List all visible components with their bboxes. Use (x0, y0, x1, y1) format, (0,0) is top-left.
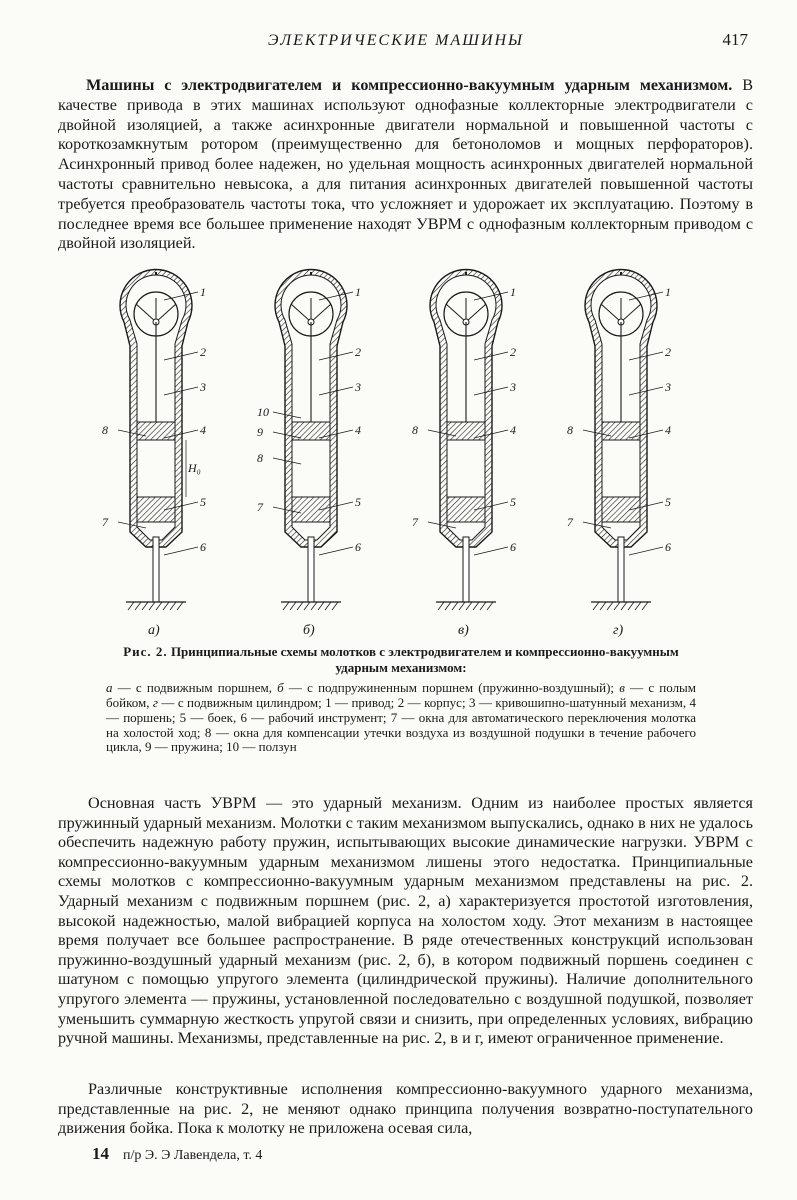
ground-hatch (177, 602, 183, 610)
panel-label: в) (458, 623, 469, 638)
callout-line (629, 547, 663, 555)
caption-variant-text: с подвижным цилиндром; (177, 694, 322, 710)
callout-label: 5 (510, 495, 516, 509)
diagram-panel (412, 270, 516, 638)
ground-hatch (445, 602, 451, 610)
callout-label: 1 (355, 285, 361, 299)
ground-hatch (149, 602, 155, 610)
dimension-label: H₀ (188, 461, 201, 475)
callout-label: 7 (102, 515, 108, 529)
ground-hatch (170, 602, 176, 610)
intro-text: В качестве привода в этих машинах используют однофазные коллекторные электродвигатели с двойной изоляцией, а также асинхронные двигатели нормальной и повышенной частоты с короткозамкнутым ротором (преимущественно для бетоноломов и мощных перфораторов). Асинхронный привод более надежен, но удельная мощность асинхронных двигателей нормальной частоты сравнительно невысока, а для питания асинхронных двигателей повышенной частоты требуется преобразователь частоты тока, что усложняет и удорожает их эксплуатацию. Поэтому в последнее время все большее применение находят УВРМ с однофазным коллекторным приводом с двойной изоляцией. (58, 76, 754, 253)
ground-hatch (459, 602, 465, 610)
ground-hatch (297, 602, 303, 610)
caption-label: Рис. 2. (123, 644, 168, 659)
callout-label: 8 (412, 423, 418, 437)
page-number: 417 (722, 30, 748, 49)
caption-legend: 1 — привод; 2 — корпус; 3 — кривошипно-шатунный механизм, 4 — поршень; 5 — боек, 6 — рабочий инструмент; 7 — окна для автоматического переключения молотка на холостой ход; 8 — окна для компенсации утечки воздуха из воздушной подушки в течение рабочего цикла, 9 — пружина; 10 — ползун (106, 694, 697, 755)
page-header (88, 30, 748, 56)
ground-hatch (487, 602, 493, 610)
callout-label: 2 (200, 345, 206, 359)
callout-label: 2 (665, 345, 671, 359)
ground-hatch (142, 602, 148, 610)
ground-hatch (614, 602, 620, 610)
ground-hatch (466, 602, 472, 610)
callout-label: 6 (200, 540, 206, 554)
callout-label: 4 (355, 423, 361, 437)
diagram-panel (102, 270, 206, 638)
callout-label: 4 (200, 423, 206, 437)
callout-label: 7 (567, 515, 573, 529)
callout-line (319, 547, 353, 555)
caption-variant-key: в (619, 680, 625, 696)
callout-label: 1 (510, 285, 516, 299)
ground-hatch (607, 602, 613, 610)
striker (602, 497, 640, 522)
piston (447, 422, 485, 440)
callout-label: 5 (355, 495, 361, 509)
figure-2 (96, 262, 716, 642)
callout-label: 7 (412, 515, 418, 529)
ground-hatch (163, 602, 169, 610)
callout-label: 3 (665, 380, 671, 394)
ground-hatch (318, 602, 324, 610)
ground-hatch (290, 602, 296, 610)
ground-hatch (642, 602, 648, 610)
callout-label: 8 (567, 423, 573, 437)
callout-label: 3 (200, 380, 206, 394)
callout-label: 7 (257, 500, 263, 514)
callout-label: 6 (355, 540, 361, 554)
callout-label: 10 (257, 405, 269, 419)
ground-hatch (480, 602, 486, 610)
striker (137, 497, 175, 522)
ground-hatch (332, 602, 338, 610)
tool (463, 537, 469, 602)
piston (137, 422, 175, 440)
ground-hatch (304, 602, 310, 610)
caption-title (106, 644, 696, 675)
tool (153, 537, 159, 602)
panel-label: а) (148, 623, 160, 638)
callout-label: 3 (510, 380, 516, 394)
caption-variant-key: г (152, 694, 158, 710)
panel-label: б) (303, 623, 315, 638)
ground-hatch (593, 602, 599, 610)
caption-title-text: Принципиальные схемы молотков с электродвигателем и компрессионно-вакуумным ударным механизмом: (170, 644, 679, 675)
tool (618, 537, 624, 602)
intro-lead: Машины с электродвигателем и компрессионно-вакуумным ударным механизмом. (86, 76, 733, 94)
ground-hatch (128, 602, 134, 610)
footer-text: п/р Э. Э Лавендела, т. 4 (123, 1148, 263, 1163)
callout-label: 2 (510, 345, 516, 359)
callout-label: 2 (355, 345, 361, 359)
callout-label: 8 (102, 423, 108, 437)
ground-hatch (156, 602, 162, 610)
striker (447, 497, 485, 522)
ground-hatch (635, 602, 641, 610)
ground-hatch (452, 602, 458, 610)
callout-label: 9 (257, 425, 263, 439)
callout-label: 4 (510, 423, 516, 437)
diagram-panel (257, 270, 361, 638)
caption-variant-key: б (277, 680, 284, 696)
callout-line (474, 547, 508, 555)
caption-variant-key: а (106, 680, 113, 696)
callout-label: 6 (510, 540, 516, 554)
signature-number: 14 (92, 1144, 109, 1163)
figure-caption (106, 644, 696, 755)
striker (292, 497, 330, 522)
page-footer (92, 1144, 262, 1164)
callout-label: 1 (665, 285, 671, 299)
callout-label: 4 (665, 423, 671, 437)
callout-label: 6 (665, 540, 671, 554)
ground-hatch (473, 602, 479, 610)
ground-hatch (311, 602, 317, 610)
callout-label: 5 (200, 495, 206, 509)
ground-hatch (621, 602, 627, 610)
callout-label: 5 (665, 495, 671, 509)
callout-line (164, 547, 198, 555)
ground-hatch (438, 602, 444, 610)
body-paragraph-1: Основная часть УВРМ — это ударный механизм. Одним из наиболее простых является пружинный ударный механизм. Молотки с таким механизмом выпускались, однако в них не удалось обеспечить надежную работу пружин, испытывающих высокие динамические нагрузки. УВРМ с компрессионно-вакуумным ударным механизмом лишены этого недостатка. Принципиальные схемы молотков с компрессионно-вакуумным ударным механизмом представлены на рис. 2. Ударный механизм с подвижным поршнем (рис. 2, а) характеризуется простотой изготовления, высокой надежностью, малой вибрацией корпуса на холостом ходу. Этот механизм в настоящее время получает все большее распространение. В ряде отечественных конструкций использован пружинно-воздушный ударный механизм (рис. 2, б), в котором подвижный поршень соединен с шатуном с помощью упругого элемента (цилиндрической пружины). Наличие дополнительного упругого элемента — пружины, установленной последовательно с воздушной подушкой, позволяет уменьшить суммарную жесткость упругой связи и снизить, при определенных условиях, вибрацию ручной машины. Механизмы, представленные на рис. 2, в и г, имеют ограниченное применение. (58, 794, 753, 1048)
callout-label: 8 (257, 451, 263, 465)
body-paragraph-2: Различные конструктивные исполнения компрессионно-вакуумного ударного механизма, представленные на рис. 2, не меняют однако принципа получения возвратно-поступательного движения бойка. Пока к молотку не приложена осевая сила, (58, 1080, 753, 1138)
figure-2-drawing (96, 262, 716, 642)
caption-body: а — с подвижным поршнем, б — с подпружиненным поршнем (пружинно-воздушный); в — с полым бойком, г — с подвижным цилиндром; 1 — привод; 2 — корпус; 3 — кривошипно-шатунный механизм, 4 — поршень; 5 — боек, 6 — рабочий инструмент; 7 — окна для автоматического переключения молотка на холостой ход; 8 — окна для компенсации утечки воздуха из воздушной подушки в течение рабочего цикла, 9 — пружина; 10 — ползун (106, 680, 697, 755)
ground-hatch (325, 602, 331, 610)
caption-variant-text: с подвижным поршнем, (135, 680, 272, 696)
callout-label: 1 (200, 285, 206, 299)
caption-variant-text: с подпружиненным поршнем (пружинно-воздушный); (307, 680, 615, 696)
diagram-panel (567, 270, 671, 638)
ground-hatch (135, 602, 141, 610)
intro-paragraph (58, 76, 753, 254)
panel-label: г) (613, 623, 624, 638)
running-title: ЭЛЕКТРИЧЕСКИЕ МАШИНЫ (268, 32, 524, 49)
callout-label: 3 (355, 380, 361, 394)
ground-hatch (283, 602, 289, 610)
tool (308, 537, 314, 602)
ground-hatch (628, 602, 634, 610)
piston (602, 422, 640, 440)
caption-variant-text: с полым бойком, (106, 680, 697, 710)
ground-hatch (600, 602, 606, 610)
